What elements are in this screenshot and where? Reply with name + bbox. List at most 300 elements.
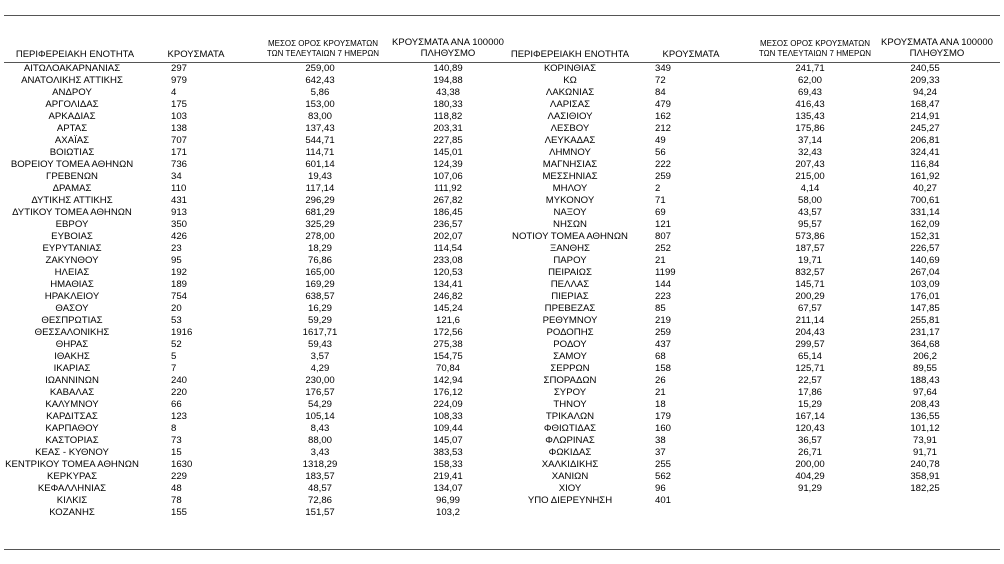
table-row xyxy=(0,279,1004,291)
avg-7day-value: 4,29 xyxy=(310,363,330,374)
avg-7day-value: 573,86 xyxy=(795,231,825,242)
rate-per-100k-value: 108,33 xyxy=(433,411,463,422)
header-rate-left-line2: ΠΛΗΘΥΣΜΟ xyxy=(420,47,476,59)
avg-7day-value: 48,57 xyxy=(307,483,332,494)
table-row xyxy=(0,219,1004,231)
table-row xyxy=(0,135,1004,147)
region-name: ΕΒΡΟΥ xyxy=(55,219,89,230)
avg-7day-value: 1318,29 xyxy=(302,459,338,470)
avg-7day-value: 120,43 xyxy=(795,423,825,434)
table-row xyxy=(0,363,1004,375)
region-name: ΣΠΟΡΑΔΩΝ xyxy=(543,375,597,386)
rate-per-100k-value: 226,57 xyxy=(910,243,940,254)
region-name: ΡΟΔΟΠΗΣ xyxy=(546,327,594,338)
rate-per-100k-value: 209,33 xyxy=(910,75,940,86)
rate-per-100k-value: 116,84 xyxy=(910,159,940,170)
cases-value: 73 xyxy=(171,435,182,446)
avg-7day-value: 26,71 xyxy=(797,447,822,458)
cases-value: 26 xyxy=(655,375,666,386)
region-name: ΙΘΑΚΗΣ xyxy=(54,351,90,362)
header-region-left: ΠΕΡΙΦΕΡΕΙΑΚΗ ΕΝΟΤΗΤΑ xyxy=(15,49,135,60)
region-name: ΘΑΣΟΥ xyxy=(55,303,89,314)
cases-value: 78 xyxy=(171,495,182,506)
region-name: ΜΑΓΝΗΣΙΑΣ xyxy=(542,159,598,170)
avg-7day-value: 1617,71 xyxy=(302,327,338,338)
avg-7day-value: 58,00 xyxy=(797,195,822,206)
region-name: ΚΕΑΣ - ΚΥΘΝΟΥ xyxy=(35,447,109,458)
header-avg-right-line1: ΜΕΣΟΣ ΟΡΟΣ ΚΡΟΥΣΜΑΤΩΝ xyxy=(759,39,871,48)
avg-7day-value: 176,57 xyxy=(305,387,335,398)
cases-value: 2 xyxy=(655,183,661,194)
header-rate-right xyxy=(872,38,1002,59)
rate-per-100k-value: 134,41 xyxy=(433,279,463,290)
cases-value: 7 xyxy=(171,363,177,374)
table-row xyxy=(0,171,1004,183)
cases-value: 37 xyxy=(655,447,666,458)
region-name: ΕΥΒΟΙΑΣ xyxy=(51,231,93,242)
region-name: ΠΙΕΡΙΑΣ xyxy=(551,291,589,302)
cases-value: 171 xyxy=(171,147,188,158)
region-name: ΡΕΘΥΜΝΟΥ xyxy=(542,315,598,326)
rate-per-100k-value: 176,12 xyxy=(433,387,463,398)
cases-value: 255 xyxy=(655,459,672,470)
region-name: ΑΝΑΤΟΛΙΚΗΣ ΑΤΤΙΚΗΣ xyxy=(21,75,123,86)
rate-per-100k-value: 168,47 xyxy=(910,99,940,110)
rate-per-100k-value: 203,31 xyxy=(433,123,463,134)
cases-value: 34 xyxy=(171,171,182,182)
avg-7day-value: 167,14 xyxy=(795,411,825,422)
table-row xyxy=(0,495,1004,507)
region-name: ΕΥΡΥΤΑΝΙΑΣ xyxy=(42,243,102,254)
rate-per-100k-value: 188,43 xyxy=(910,375,940,386)
table-row xyxy=(0,123,1004,135)
table-row xyxy=(0,99,1004,111)
header-rate-right-line2: ΠΛΗΘΥΣΜΟ xyxy=(909,47,965,59)
rate-per-100k-value: 70,84 xyxy=(435,363,460,374)
rate-per-100k-value: 240,78 xyxy=(910,459,940,470)
rate-per-100k-value: 227,85 xyxy=(433,135,463,146)
region-name: ΠΕΛΛΑΣ xyxy=(550,279,590,290)
region-name: ΦΩΚΙΔΑΣ xyxy=(548,447,592,458)
rate-per-100k-value: 158,33 xyxy=(433,459,463,470)
rate-per-100k-value: 358,91 xyxy=(910,471,940,482)
table-row xyxy=(0,423,1004,435)
rate-per-100k-value: 245,27 xyxy=(910,123,940,134)
table-row xyxy=(0,483,1004,495)
table-row xyxy=(0,267,1004,279)
cases-value: 84 xyxy=(655,87,666,98)
region-name: ΚΕΝΤΡΙΚΟΥ ΤΟΜΕΑ ΑΘΗΝΩΝ xyxy=(5,459,139,470)
region-name: ΧΑΛΚΙΔΙΚΗΣ xyxy=(541,459,599,470)
region-name: ΦΛΩΡΙΝΑΣ xyxy=(545,435,595,446)
rate-per-100k-value: 40,27 xyxy=(912,183,937,194)
rate-per-100k-value: 103,09 xyxy=(910,279,940,290)
header-avg-left-line2: ΤΩΝ ΤΕΛΕΥΤΑΙΩΝ 7 ΗΜΕΡΩΝ xyxy=(266,49,380,58)
cases-value: 68 xyxy=(655,351,666,362)
region-name: ΘΗΡΑΣ xyxy=(55,339,89,350)
cases-value: 175 xyxy=(171,99,188,110)
region-name: ΔΥΤΙΚΗΣ ΑΤΤΙΚΗΣ xyxy=(31,195,113,206)
rate-per-100k-value: 101,12 xyxy=(910,423,940,434)
region-name: ΚΟΖΑΝΗΣ xyxy=(49,507,95,518)
avg-7day-value: 88,00 xyxy=(307,435,332,446)
cases-value: 121 xyxy=(655,219,672,230)
cases-value: 48 xyxy=(171,483,182,494)
table-row xyxy=(0,147,1004,159)
cases-value: 95 xyxy=(171,255,182,266)
region-name: ΛΑΚΩΝΙΑΣ xyxy=(545,87,595,98)
avg-7day-value: 17,86 xyxy=(797,387,822,398)
header-avg-right-line2: ΤΩΝ ΤΕΛΕΥΤΑΙΩΝ 7 ΗΜΕΡΩΝ xyxy=(758,49,872,58)
cases-value: 807 xyxy=(655,231,672,242)
header-rate-left-line1: ΚΡΟΥΣΜΑΤΑ ΑΝΑ 100000 xyxy=(392,37,504,48)
cases-value: 4 xyxy=(171,87,177,98)
avg-7day-value: 200,29 xyxy=(795,291,825,302)
cases-value: 222 xyxy=(655,159,672,170)
avg-7day-value: 211,14 xyxy=(795,315,825,326)
cases-value: 479 xyxy=(655,99,672,110)
rate-per-100k-value: 89,55 xyxy=(912,363,937,374)
rate-per-100k-value: 231,17 xyxy=(910,327,940,338)
avg-7day-value: 601,14 xyxy=(305,159,335,170)
region-name: ΙΚΑΡΙΑΣ xyxy=(53,363,91,374)
avg-7day-value: 230,00 xyxy=(305,375,335,386)
rate-per-100k-value: 142,94 xyxy=(433,375,463,386)
cases-value: 160 xyxy=(655,423,672,434)
region-name: ΙΩΑΝΝΙΝΩΝ xyxy=(45,375,99,386)
avg-7day-value: 165,00 xyxy=(305,267,335,278)
avg-7day-value: 3,43 xyxy=(310,447,330,458)
rate-per-100k-value: 246,82 xyxy=(433,291,463,302)
cases-value: 69 xyxy=(655,207,666,218)
cases-value: 1916 xyxy=(171,327,193,338)
rate-per-100k-value: 364,68 xyxy=(910,339,940,350)
region-name: ΔΡΑΜΑΣ xyxy=(52,183,92,194)
region-name: ΚΑΡΔΙΤΣΑΣ xyxy=(46,411,98,422)
avg-7day-value: 8,43 xyxy=(310,423,330,434)
avg-7day-value: 416,43 xyxy=(795,99,825,110)
table-row xyxy=(0,87,1004,99)
rate-per-100k-value: 383,53 xyxy=(433,447,463,458)
region-name: ΣΑΜΟΥ xyxy=(553,351,587,362)
rate-per-100k-value: 180,33 xyxy=(433,99,463,110)
cases-value: 123 xyxy=(171,411,188,422)
avg-7day-value: 145,71 xyxy=(795,279,825,290)
avg-7day-value: 151,57 xyxy=(305,507,335,518)
cases-value: 349 xyxy=(655,63,672,74)
avg-7day-value: 153,00 xyxy=(305,99,335,110)
cases-value: 1630 xyxy=(171,459,193,470)
avg-7day-value: 175,86 xyxy=(795,123,825,134)
table-row xyxy=(0,315,1004,327)
cases-value: 21 xyxy=(655,255,666,266)
cases-value: 103 xyxy=(171,111,188,122)
header-avg-right xyxy=(752,39,878,59)
cases-value: 707 xyxy=(171,135,188,146)
avg-7day-value: 832,57 xyxy=(795,267,825,278)
cases-value: 138 xyxy=(171,123,188,134)
avg-7day-value: 299,57 xyxy=(795,339,825,350)
cases-value: 240 xyxy=(171,375,188,386)
region-name: ΣΕΡΡΩΝ xyxy=(550,363,590,374)
avg-7day-value: 638,57 xyxy=(305,291,335,302)
cases-value: 297 xyxy=(171,63,188,74)
region-name: ΗΛΕΙΑΣ xyxy=(54,267,90,278)
rate-per-100k-value: 331,14 xyxy=(910,207,940,218)
bottom-rule xyxy=(4,549,1000,550)
avg-7day-value: 59,29 xyxy=(307,315,332,326)
cases-value: 431 xyxy=(171,195,188,206)
avg-7day-value: 3,57 xyxy=(310,351,330,362)
rate-per-100k-value: 140,89 xyxy=(433,63,463,74)
rate-per-100k-value: 202,07 xyxy=(433,231,463,242)
avg-7day-value: 19,43 xyxy=(307,171,332,182)
table-row xyxy=(0,435,1004,447)
rate-per-100k-value: 176,01 xyxy=(910,291,940,302)
avg-7day-value: 19,71 xyxy=(797,255,822,266)
table-row xyxy=(0,375,1004,387)
cases-value: 913 xyxy=(171,207,188,218)
avg-7day-value: 404,29 xyxy=(795,471,825,482)
avg-7day-value: 36,57 xyxy=(797,435,822,446)
rate-per-100k-value: 162,09 xyxy=(910,219,940,230)
avg-7day-value: 37,14 xyxy=(797,135,822,146)
cases-value: 229 xyxy=(171,471,188,482)
region-name: ΜΗΛΟΥ xyxy=(552,183,588,194)
rate-per-100k-value: 107,06 xyxy=(433,171,463,182)
region-name: ΚΑΣΤΟΡΙΑΣ xyxy=(45,435,99,446)
region-name: ΞΑΝΘΗΣ xyxy=(550,243,590,254)
table-row xyxy=(0,207,1004,219)
avg-7day-value: 259,00 xyxy=(305,63,335,74)
rate-per-100k-value: 140,69 xyxy=(910,255,940,266)
region-name: ΑΡΤΑΣ xyxy=(56,123,88,134)
rate-per-100k-value: 219,41 xyxy=(433,471,463,482)
region-name: ΑΡΓΟΛΙΔΑΣ xyxy=(45,99,99,110)
avg-7day-value: 325,29 xyxy=(305,219,335,230)
header-rate-right-line1: ΚΡΟΥΣΜΑΤΑ ΑΝΑ 100000 xyxy=(881,37,993,48)
region-name: ΑΝΔΡΟΥ xyxy=(52,87,92,98)
avg-7day-value: 67,57 xyxy=(797,303,822,314)
region-name: ΚΑΛΥΜΝΟΥ xyxy=(45,399,99,410)
avg-7day-value: 105,14 xyxy=(305,411,335,422)
rate-per-100k-value: 208,43 xyxy=(910,399,940,410)
cases-value: 8 xyxy=(171,423,177,434)
avg-7day-value: 62,00 xyxy=(797,75,822,86)
region-name: ΤΡΙΚΑΛΩΝ xyxy=(545,411,595,422)
avg-7day-value: 187,57 xyxy=(795,243,825,254)
rate-per-100k-value: 182,25 xyxy=(910,483,940,494)
region-name: ΝΗΣΩΝ xyxy=(553,219,587,230)
header-avg-left xyxy=(258,39,388,59)
avg-7day-value: 204,43 xyxy=(795,327,825,338)
cases-value: 350 xyxy=(171,219,188,230)
cases-value: 21 xyxy=(655,387,666,398)
region-name: ΚΙΛΚΙΣ xyxy=(56,495,88,506)
cases-value: 155 xyxy=(171,507,188,518)
rate-per-100k-value: 111,92 xyxy=(434,183,462,194)
table-body xyxy=(0,63,1004,519)
rate-per-100k-value: 224,09 xyxy=(433,399,463,410)
table-row xyxy=(0,327,1004,339)
cases-value: 23 xyxy=(171,243,182,254)
rate-per-100k-value: 206,2 xyxy=(912,351,937,362)
region-name: ΗΜΑΘΙΑΣ xyxy=(50,279,94,290)
avg-7day-value: 215,00 xyxy=(795,171,825,182)
table-row xyxy=(0,291,1004,303)
top-rule xyxy=(4,15,1000,16)
rate-per-100k-value: 124,39 xyxy=(433,159,463,170)
rate-per-100k-value: 267,04 xyxy=(910,267,940,278)
avg-7day-value: 241,71 xyxy=(795,63,825,74)
rate-per-100k-value: 121,6 xyxy=(435,315,460,326)
rate-per-100k-value: 275,38 xyxy=(433,339,463,350)
table-row xyxy=(0,183,1004,195)
avg-7day-value: 4,14 xyxy=(800,183,820,194)
region-name: ΣΥΡΟΥ xyxy=(553,387,587,398)
cases-value: 162 xyxy=(655,111,672,122)
region-name: ΛΑΣΙΘΙΟΥ xyxy=(547,111,593,122)
region-name: ΘΕΣΣΑΛΟΝΙΚΗΣ xyxy=(34,327,110,338)
avg-7day-value: 95,57 xyxy=(797,219,822,230)
cases-value: 252 xyxy=(655,243,672,254)
region-name: ΛΕΣΒΟΥ xyxy=(550,123,590,134)
rate-per-100k-value: 154,75 xyxy=(433,351,463,362)
region-name: ΦΘΙΩΤΙΔΑΣ xyxy=(543,423,597,434)
cases-value: 38 xyxy=(655,435,666,446)
avg-7day-value: 69,43 xyxy=(797,87,822,98)
rate-per-100k-value: 114,54 xyxy=(433,243,463,254)
cases-value: 56 xyxy=(655,147,666,158)
cases-value: 1199 xyxy=(655,267,676,278)
region-name: ΚΑΒΑΛΑΣ xyxy=(49,387,95,398)
avg-7day-value: 22,57 xyxy=(797,375,822,386)
rate-per-100k-value: 267,82 xyxy=(433,195,463,206)
cases-value: 144 xyxy=(655,279,672,290)
table-row xyxy=(0,195,1004,207)
avg-7day-value: 76,86 xyxy=(307,255,332,266)
region-name: ΚΩ xyxy=(563,75,577,86)
avg-7day-value: 65,14 xyxy=(797,351,822,362)
cases-value: 220 xyxy=(171,387,188,398)
cases-value: 179 xyxy=(655,411,672,422)
region-name: ΚΕΡΚΥΡΑΣ xyxy=(46,471,97,482)
avg-7day-value: 296,29 xyxy=(305,195,335,206)
avg-7day-value: 169,29 xyxy=(305,279,335,290)
table-row xyxy=(0,111,1004,123)
region-name: ΛΗΜΝΟΥ xyxy=(549,147,591,158)
avg-7day-value: 5,86 xyxy=(310,87,330,98)
rate-per-100k-value: 236,57 xyxy=(433,219,463,230)
region-name: ΛΑΡΙΣΑΣ xyxy=(549,99,591,110)
cases-value: 66 xyxy=(171,399,182,410)
cases-value: 189 xyxy=(171,279,188,290)
cases-value: 437 xyxy=(655,339,672,350)
rate-per-100k-value: 91,71 xyxy=(912,447,937,458)
avg-7day-value: 91,29 xyxy=(797,483,822,494)
table-row xyxy=(0,243,1004,255)
rate-per-100k-value: 214,91 xyxy=(910,111,940,122)
cases-value: 736 xyxy=(171,159,188,170)
table-row xyxy=(0,399,1004,411)
avg-7day-value: 18,29 xyxy=(307,243,332,254)
rate-per-100k-value: 136,55 xyxy=(910,411,940,422)
region-name: ΧΑΝΙΩΝ xyxy=(551,471,589,482)
region-name: ΧΙΟΥ xyxy=(558,483,582,494)
region-name: ΚΟΡΙΝΘΙΑΣ xyxy=(543,63,597,74)
table-row xyxy=(0,303,1004,315)
avg-7day-value: 117,14 xyxy=(305,183,335,194)
cases-value: 53 xyxy=(171,315,182,326)
rate-per-100k-value: 94,24 xyxy=(912,87,937,98)
rate-per-100k-value: 145,07 xyxy=(433,435,463,446)
rate-per-100k-value: 186,45 xyxy=(433,207,463,218)
table-row xyxy=(0,507,1004,519)
table-row xyxy=(0,351,1004,363)
rate-per-100k-value: 206,81 xyxy=(910,135,940,146)
avg-7day-value: 114,71 xyxy=(305,147,335,158)
table-row xyxy=(0,411,1004,423)
header-rate-left xyxy=(383,38,513,59)
avg-7day-value: 681,29 xyxy=(305,207,335,218)
cases-value: 49 xyxy=(655,135,666,146)
rate-per-100k-value: 120,53 xyxy=(433,267,463,278)
rate-per-100k-value: 96,99 xyxy=(435,495,460,506)
table-row xyxy=(0,447,1004,459)
region-name: ΛΕΥΚΑΔΑΣ xyxy=(544,135,596,146)
region-name: ΚΕΦΑΛΛΗΝΙΑΣ xyxy=(37,483,107,494)
table-row xyxy=(0,459,1004,471)
region-name: ΓΡΕΒΕΝΩΝ xyxy=(46,171,98,182)
cases-value: 15 xyxy=(171,447,182,458)
region-name: ΑΧΑΪΑΣ xyxy=(54,135,90,146)
cases-value: 85 xyxy=(655,303,666,314)
avg-7day-value: 59,43 xyxy=(307,339,332,350)
table-row xyxy=(0,387,1004,399)
table-row xyxy=(0,255,1004,267)
cases-value: 20 xyxy=(171,303,182,314)
avg-7day-value: 544,71 xyxy=(305,135,335,146)
region-name: ΝΑΞΟΥ xyxy=(553,207,587,218)
table-row xyxy=(0,63,1004,75)
rate-per-100k-value: 161,92 xyxy=(910,171,940,182)
header-cases-left: ΚΡΟΥΣΜΑΤΑ xyxy=(167,49,225,60)
region-name: ΠΑΡΟΥ xyxy=(553,255,587,266)
region-name: ΜΥΚΟΝΟΥ xyxy=(545,195,595,206)
rate-per-100k-value: 240,55 xyxy=(910,63,940,74)
avg-7day-value: 16,29 xyxy=(307,303,332,314)
rate-per-100k-value: 194,88 xyxy=(433,75,463,86)
rate-per-100k-value: 134,07 xyxy=(433,483,463,494)
rate-per-100k-value: 233,08 xyxy=(433,255,463,266)
region-name: ΠΕΙΡΑΙΩΣ xyxy=(548,267,592,278)
avg-7day-value: 72,86 xyxy=(307,495,332,506)
table-row xyxy=(0,159,1004,171)
avg-7day-value: 32,43 xyxy=(797,147,822,158)
region-name: ΒΟΙΩΤΙΑΣ xyxy=(49,147,95,158)
cases-value: 562 xyxy=(655,471,672,482)
region-name: ΑΡΚΑΔΙΑΣ xyxy=(48,111,96,122)
avg-7day-value: 207,43 xyxy=(795,159,825,170)
avg-7day-value: 135,43 xyxy=(795,111,825,122)
avg-7day-value: 642,43 xyxy=(305,75,335,86)
avg-7day-value: 137,43 xyxy=(305,123,335,134)
rate-per-100k-value: 145,01 xyxy=(433,147,463,158)
rate-per-100k-value: 147,85 xyxy=(910,303,940,314)
rate-per-100k-value: 172,56 xyxy=(433,327,463,338)
rate-per-100k-value: 43,38 xyxy=(435,87,460,98)
cases-value: 192 xyxy=(171,267,188,278)
